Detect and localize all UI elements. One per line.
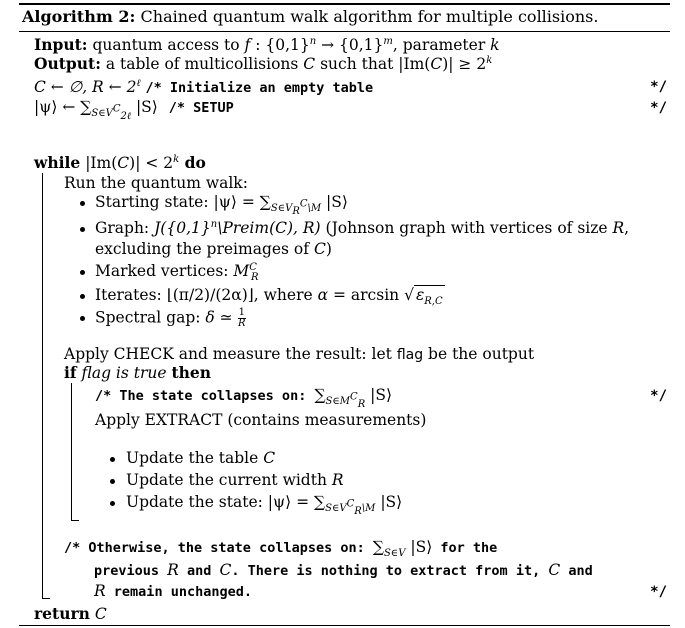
setup-sub-b: C: [112, 103, 121, 115]
start-sub-b: R: [292, 206, 300, 218]
walk-intro: Run the quantum walk:: [64, 174, 248, 192]
start-sub-a: S∈V: [270, 203, 293, 215]
state-sub-b: C: [346, 498, 355, 510]
bullet-label: Graph:: [95, 219, 155, 237]
if-body-bar: [71, 383, 72, 520]
graph-text2: ,: [624, 219, 630, 237]
graph-cont-end: ): [325, 240, 332, 258]
collapse-line: [95, 386, 393, 411]
bullet-tail: |S⟩: [321, 193, 348, 211]
bullet-label: Spectral gap:: [95, 308, 206, 327]
otherwise-comment-a: /* Otherwise, the state collapses on:: [64, 540, 373, 556]
setup-line: [34, 98, 234, 123]
init-comment-end: */: [650, 79, 667, 95]
update-width-text: Update the current width: [126, 471, 332, 489]
setup-comment-end: */: [650, 100, 667, 116]
collapse-comment-end: */: [650, 388, 667, 404]
setup-sub-a: S∈V: [91, 108, 113, 120]
bullet-marker: [110, 479, 115, 484]
graph-sup: n: [210, 218, 218, 230]
while-line: [34, 154, 206, 172]
collapse-sub: [325, 391, 366, 411]
extract-line: Apply EXTRACT (contains measurements): [95, 411, 427, 429]
output-text: a table of multicollisions: [105, 55, 304, 73]
otherwise-l2-var3: C: [548, 561, 561, 579]
otherwise-tail: |S⟩: [405, 538, 433, 556]
algorithm-caption: [22, 8, 598, 26]
bullet-marker: [110, 457, 115, 462]
while-sup-k: k: [173, 153, 180, 165]
gap-num: 1: [238, 307, 245, 318]
setup-code: |ψ⟩ ← ∑: [34, 98, 92, 116]
graph-math2: \Preim(C), R): [217, 219, 321, 237]
start-sub-c: C: [299, 198, 308, 210]
iter-math: ⌊(π/2)/(2α)⌋: [166, 286, 254, 304]
check-text: Apply CHECK and measure the result: let: [64, 345, 397, 363]
iter-sqrt-sub: R,C: [424, 296, 443, 308]
otherwise-comment-b: for the: [432, 540, 498, 556]
iter-eq: = arcsin: [328, 286, 405, 304]
otherwise-line-1: [64, 538, 498, 560]
bullet-update-table: [126, 449, 275, 467]
otherwise-l2-var2: C: [219, 561, 232, 579]
init-comment: /* Initialize an empty table: [145, 80, 374, 96]
input-domain: : {0,1}: [250, 36, 310, 54]
input-func: f: [244, 36, 251, 54]
collapse-sub-a: S∈M: [325, 396, 351, 408]
algorithm-label: Algorithm 2:: [22, 7, 136, 26]
graph-math: J({0,1}: [154, 219, 211, 237]
bullet-marker: [80, 227, 85, 232]
check-text-end: be the output: [423, 345, 535, 363]
state-sub-d: \M: [361, 503, 376, 515]
state-sub-c: R: [354, 506, 362, 518]
output-line: [34, 55, 492, 73]
bullet-iterates: Iterates: ⌊(π/2)/(2α)⌋, where α = arcsin √ $\varepsilon_{R,C}$: [95, 286, 443, 308]
while-keyword: while: [34, 153, 81, 172]
input-sup-m: m: [383, 35, 393, 47]
update-width-var: R: [331, 471, 344, 489]
bullet-spectral-gap: [95, 308, 246, 329]
bullet-marker: [80, 316, 85, 321]
otherwise-l2-d: and: [560, 563, 593, 579]
iter-sqrt-eps: ε: [415, 286, 425, 304]
if-body-end: [71, 520, 79, 521]
otherwise-l2-b: and: [178, 563, 220, 579]
check-line: [64, 345, 534, 364]
bullet-math: |ψ⟩ = ∑: [213, 193, 271, 211]
init-sup-l: ℓ: [136, 77, 141, 89]
caption-rule: [19, 31, 670, 32]
otherwise-math: ∑: [372, 538, 384, 556]
bullet-update-width: [126, 471, 344, 489]
otherwise-sub: S∈V: [383, 548, 406, 560]
graph-cont-var: C: [313, 240, 326, 258]
collapse-tail: |S⟩: [365, 386, 393, 404]
while-body-bar: [42, 173, 43, 598]
top-rule: [19, 3, 670, 5]
input-keyword: Input:: [34, 35, 88, 54]
bullet-graph: [95, 219, 629, 237]
return-keyword: return: [34, 604, 90, 623]
output-condition: such that |Im(: [315, 55, 431, 73]
update-state-sub: [325, 498, 376, 518]
output-var: C: [303, 55, 316, 73]
bullet-marker: [80, 201, 85, 206]
update-table-var: C: [263, 449, 276, 467]
otherwise-l2-c: . There is nothing to extract from it,: [231, 563, 549, 579]
collapse-comment: /* The state collapses on:: [95, 388, 315, 404]
while-cond: |Im(: [80, 154, 118, 172]
input-line: [34, 36, 500, 54]
input-codomain: → {0,1}: [316, 36, 384, 54]
while-cond-bound: )| < 2: [129, 154, 174, 172]
bullet-graph-cont: [95, 240, 332, 258]
gap-fraction: [238, 308, 246, 329]
return-var: C: [89, 605, 107, 623]
iter-text: , where: [253, 286, 318, 304]
output-bound: )| ≥ 2: [442, 55, 487, 73]
bullet-marker: [80, 294, 85, 299]
setup-comment: /* SETUP: [168, 100, 234, 116]
collapse-sub-c: R: [357, 399, 366, 411]
update-table-text: Update the table: [126, 449, 264, 467]
collapse-math: ∑: [314, 386, 326, 404]
collapse-sub-b: C: [350, 391, 358, 403]
if-line: [64, 364, 211, 382]
input-sup-n: n: [309, 35, 317, 47]
marked-sub: R: [250, 272, 259, 284]
update-state-math: |ψ⟩ = ∑: [267, 493, 326, 511]
bullet-label: Starting state:: [95, 193, 214, 211]
graph-text: (Johnson graph with vertices of size: [320, 219, 613, 237]
bullet-marked: [95, 261, 259, 284]
otherwise-line-3: [94, 582, 252, 601]
graph-cont: excluding the preimages of: [95, 240, 314, 258]
bullet-label: Marked vertices:: [95, 262, 234, 280]
output-keyword: Output:: [34, 54, 101, 73]
marked-math: M: [233, 262, 250, 280]
if-then: then: [171, 363, 212, 382]
gap-math: δ ≃: [205, 308, 238, 327]
if-condition: flag is true: [76, 364, 172, 382]
output-var2: C: [430, 55, 443, 73]
return-line: [34, 605, 107, 623]
gap-den: R: [238, 318, 246, 329]
while-cond-var: C: [117, 154, 130, 172]
init-line: [34, 78, 373, 97]
setup-sub-c: 2ℓ: [120, 111, 132, 123]
setup-tail: |S⟩: [131, 98, 158, 116]
init-code: C ← ∅, R ← 2: [34, 78, 137, 96]
state-sub-a: S∈V: [325, 503, 347, 515]
input-param: k: [490, 36, 500, 54]
setup-sub: [91, 103, 132, 123]
while-body-end: [42, 598, 50, 599]
otherwise-line-2: [94, 561, 593, 580]
otherwise-l3-text: remain unchanged.: [105, 584, 252, 600]
bottom-rule: [19, 625, 670, 626]
if-keyword: if: [64, 363, 77, 382]
iter-sqrt: [414, 285, 445, 308]
iter-alpha: α: [317, 286, 329, 304]
bullet-sub: [270, 198, 322, 218]
marked-sup: C: [249, 261, 257, 273]
input-param-text: , parameter: [392, 36, 491, 54]
check-flag: flag: [396, 347, 424, 363]
bullet-label: Iterates:: [95, 286, 167, 304]
while-do: do: [179, 153, 206, 172]
input-text: quantum access to: [92, 36, 245, 54]
bullet-marker: [80, 270, 85, 275]
update-state-text: Update the state:: [126, 493, 268, 511]
otherwise-l3-var: R: [94, 582, 106, 600]
bullet-starting-state: [95, 193, 348, 218]
graph-var: R: [612, 219, 625, 237]
algorithm-title: Chained quantum walk algorithm for multiple collisions.: [140, 7, 599, 26]
otherwise-l2-a: previous: [94, 563, 168, 579]
bullet-marker: [110, 501, 115, 506]
start-sub-d: \M: [307, 203, 322, 215]
output-sup-k: k: [486, 54, 493, 66]
update-state-tail: |S⟩: [375, 493, 403, 511]
bullet-update-state: [126, 493, 403, 518]
otherwise-comment-end: */: [650, 584, 667, 600]
otherwise-l2-var: R: [167, 561, 179, 579]
